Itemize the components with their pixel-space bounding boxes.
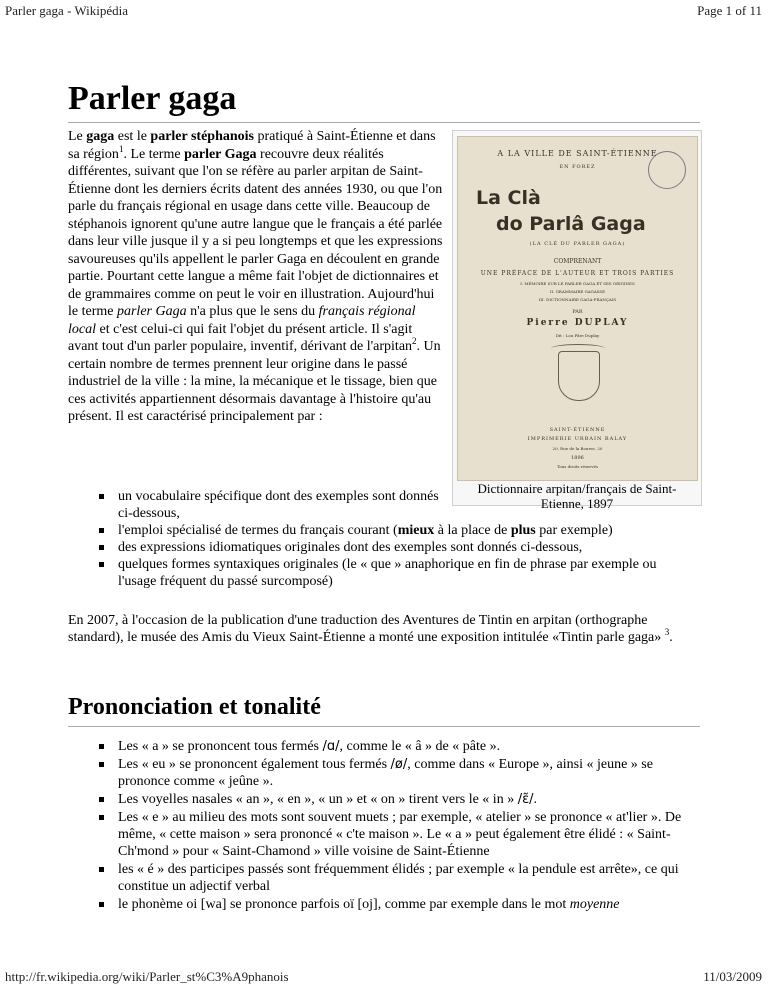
book-cover-image[interactable] xyxy=(457,136,698,481)
term-mieux: mieux xyxy=(397,523,435,538)
list-item: des expressions idiomatiques originales dont des exemples sont donnés ci-dessous, xyxy=(118,539,698,556)
link-parler-stephanois[interactable]: parler stéphanois xyxy=(150,129,255,144)
reference-3[interactable]: 3 xyxy=(664,627,670,637)
ipa-symbol[interactable]: /ɑ/ xyxy=(322,739,340,754)
ipa-symbol[interactable]: /ø/ xyxy=(390,757,408,772)
cover-line: Tous droits réservés xyxy=(556,464,599,469)
page-counter: Page 1 of 11 xyxy=(697,3,762,18)
list-item: le phonème oi [wa] se prononce parfois oï [oj], comme par exemple dans le mot moyenne xyxy=(118,896,700,913)
cover-line: 20, Rue de la Bourse, 20 xyxy=(552,446,603,451)
list-item: Les « e » au milieu des mots sont souvent muets ; par exemple, « atelier » se prononce « at'lier ». De même, « cette maison » sera prononcé « c'te maison ». Le « a » peut également être élidé : « Saint-Ch'mond » pour « Saint-Chamond » ville voisine de Saint-Étienne xyxy=(118,809,700,860)
browser-page-title: Parler gaga - Wikipédia xyxy=(5,3,129,18)
term-gaga: gaga xyxy=(86,129,115,144)
cover-line: UNE PRÉFACE DE L'AUTEUR ET TROIS PARTIES xyxy=(480,270,675,277)
cover-title-line1: La Clà xyxy=(476,187,541,209)
list-item: les « é » des participes passés sont fréquemment élidés ; par exemple « la pendule est arrête», ce qui constitue un adjectif verbal xyxy=(118,861,700,895)
term-parler-gaga: parler Gaga xyxy=(184,146,257,162)
cover-line: COMPRENANT xyxy=(553,258,602,265)
cover-author: Pierre DUPLAY xyxy=(526,318,629,328)
term-plus: plus xyxy=(510,523,536,538)
section-divider xyxy=(68,726,700,727)
feature-list-part2 xyxy=(118,522,698,590)
cover-line: II. GRAMMAIRE GAGASSE xyxy=(549,289,606,294)
cover-line: I. MÉMOIRE SUR LE PARLER GAGA ET SES ORIGINES xyxy=(520,281,635,286)
list-item: quelques formes syntaxiques originales (le « que » anaphorique en fin de phrase par exemple ou l'usage fréquent du passé surcomposé) xyxy=(118,556,698,590)
city-crest xyxy=(558,351,600,401)
term-moyenne: moyenne xyxy=(569,897,620,912)
reference-1[interactable]: 1 xyxy=(118,143,124,154)
cover-line: A LA VILLE DE SAINT-ÉTIENNE xyxy=(497,149,658,158)
feature-list-part1 xyxy=(118,488,448,522)
cover-line: (LA CLÉ DU PARLER GAGA) xyxy=(529,241,626,247)
print-date: 11/03/2009 xyxy=(703,969,762,984)
pronunciation-list xyxy=(118,738,700,914)
list-item: Les « eu » se prononcent également tous fermés /ø/, comme dans « Europe », ainsi « jeune » se prononce comme « jeûne ». xyxy=(118,756,700,790)
cover-line: Dit : Lou Pâre Duplay xyxy=(555,333,600,338)
cover-line: EN FOREZ xyxy=(559,164,596,170)
cover-line: SAINT-ÉTIENNE xyxy=(549,427,606,433)
link-francais-regional-local[interactable]: français régional local xyxy=(68,304,416,337)
book-cover-figure xyxy=(452,130,702,511)
list-item: Les « a » se prononcent tous fermés /ɑ/, comme le « â » de « pâte ». xyxy=(118,738,700,755)
figure-caption: Dictionnaire arpitan/français de Saint-Etienne, 1897 xyxy=(477,481,677,511)
list-item: un vocabulaire spécifique dont des exemples sont donnés ci-dessous, xyxy=(118,488,448,522)
tintin-paragraph: En 2007, à l'occasion de la publication d'une traduction des Aventures de Tintin en arpitan (orthographe standard), le musée des Amis du Vieux Saint-Étienne a monté une exposition intitulée «Tintin parle gaga» $^3$. xyxy=(68,613,673,645)
section-heading-pronunciation: Prononciation et tonalité xyxy=(68,694,321,720)
cover-line: IMPRIMERIE URBAIN BALAY xyxy=(527,436,628,442)
article-title: Parler gaga xyxy=(68,80,237,117)
intro-paragraph: Le gaga est le parler stéphanois pratiqué à Saint-Étienne et dans sa région$^1$. Le terme parler Gaga recouvre deux réalités différentes, suivant que l'on se réfère au parler arpitan de Saint-Étienne dont les derniers écrits datent des années 1930, ou que l'on parle du français régional en usage dans cette ville. Beaucoup de stéphanois ignorent qu'une autre langue que le français a été parlée dans leur ville jusque il y a si peu longtemps et que les expressions savoureuses qu'ils appellent le parler Gaga en découlent en grande partie. Pourtant cette langue a même fait l'objet de dictionnaires et de grammaires comme on peut le voir en illustration. Aujourd'hui le terme parler Gaga n'a plus que le sens du français régional local et c'est celui-ci qui fait l'objet du présent article. Il s'agit avant tout d'un parler populaire, inventif, dérivant de l'arpitan$^2$. Un certain nombre de termes prennent leur origine dans le passé industriel de la ville : la mine, la mécanique et le tissage, bien que ces activités appartiennent désormais davantage à l'histoire qu'au présent. Il est caractérisé principalement par : xyxy=(68,129,443,424)
reference-2[interactable]: 2 xyxy=(412,336,417,346)
list-item: Les voyelles nasales « an », « en », « un » et « on » tirent vers le « in » /ɛ̃/. xyxy=(118,791,700,808)
cover-line: PAR xyxy=(572,309,583,315)
list-item: l'emploi spécialisé de termes du français courant (mieux à la place de plus par exemple) xyxy=(118,522,698,539)
cover-line: 1896 xyxy=(571,455,584,461)
cover-line: III. DICTIONNAIRE GAGA-FRANÇAIS xyxy=(538,297,617,302)
cover-title-line2: do Parlâ Gaga xyxy=(496,213,646,235)
page-url: http://fr.wikipedia.org/wiki/Parler_st%C3%A9phanois xyxy=(5,969,289,984)
term-parler-gaga-italic: parler Gaga xyxy=(116,304,187,319)
title-divider xyxy=(68,122,700,123)
ipa-symbol[interactable]: /ɛ̃/ xyxy=(517,792,534,807)
